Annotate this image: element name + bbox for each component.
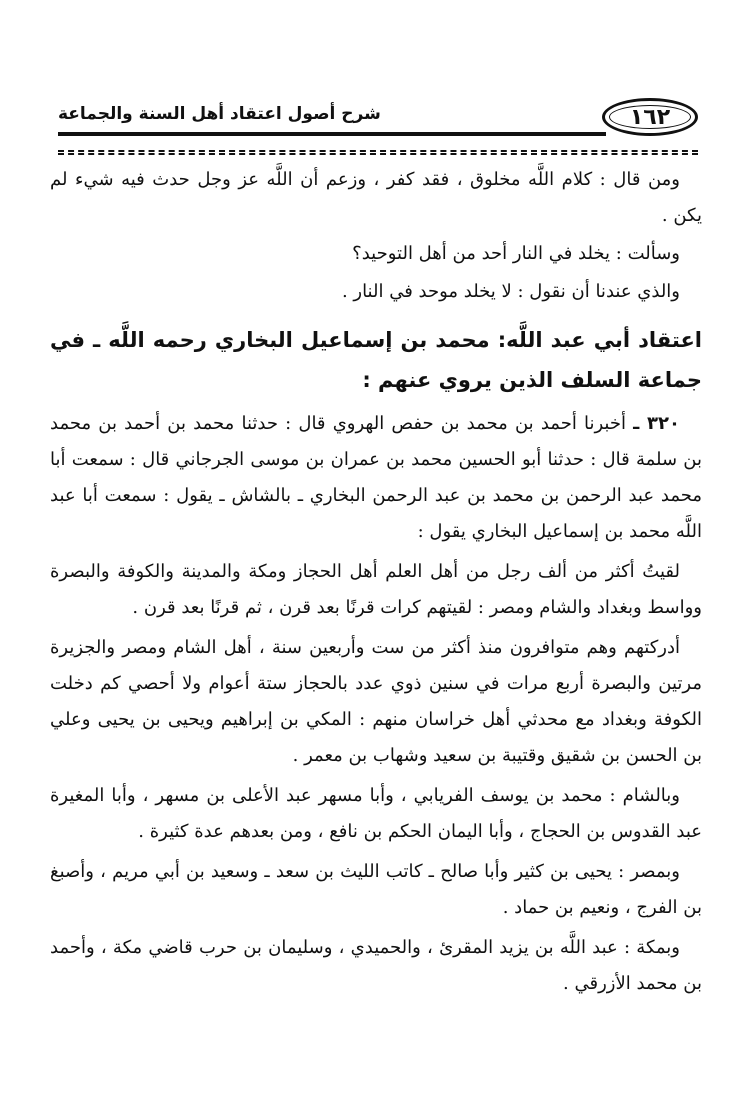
paragraph-number: ٣٢٠ ـ xyxy=(633,413,680,434)
running-title: شرح أصول اعتقاد أهل السنة والجماعة xyxy=(58,104,381,124)
paragraph: وبمصر : يحيى بن كثير وأبا صالح ـ كاتب الليث بن سعد ـ وسعيد بن أبي مريم ، وأصبغ بن الفرج ، ونعيم بن حماد . xyxy=(50,861,702,918)
numbered-paragraph xyxy=(50,406,702,550)
header-rule xyxy=(58,132,606,136)
page-number-badge xyxy=(602,98,698,136)
paragraph: وسألت : يخلد في النار أحد من أهل التوحيد؟ xyxy=(352,243,680,264)
paragraph: والذي عندنا أن نقول : لا يخلد موحد في النار . xyxy=(341,281,680,302)
paragraph: وبمكة : عبد اللَّه بن يزيد المقرئ ، والحميدي ، وسليمان بن حرب قاضي مكة ، وأحمد بن محمد الأزرقي . xyxy=(50,937,702,994)
page-number: ١٦٢ xyxy=(629,104,671,130)
paragraph: أدركتهم وهم متوافرون منذ أكثر من ست وأربعين سنة ، أهل الشام ومصر والجزيرة مرتين والبصرة أربع مرات في سنين ذوي عدد بالحجاز ستة أعوام ولا أحصي كم دخلت الكوفة وبغداد مع محدثي أهل خراسان منهم : المكي بن إبراهيم ويحيى بن يحيى وعلي بن الحسن بن شقيق وقتيبة بن سعيد وشهاب بن معمر . xyxy=(50,637,702,766)
page-body xyxy=(50,162,702,1006)
paragraph: لقيتُ أكثر من ألف رجل من أهل العلم أهل الحجاز ومكة والمدينة والكوفة والبصرة وواسط وبغداد والشام ومصر : لقيتهم كرات قرنًا بعد قرن ، ثم قرنًا بعد قرن . xyxy=(50,561,702,618)
paragraph-text: أخبرنا أحمد بن محمد بن حفص الهروي قال : حدثنا محمد بن أحمد بن محمد بن سلمة قال : حدثنا أبو الحسين محمد بن عمران بن موسى الجرجاني قال : سمعت أبا محمد عبد الرحمن بن محمد بن عبد الرحمن البخاري ـ بالشاش ـ يقول : سمعت أبا عبد اللَّه محمد بن إسماعيل البخاري يقول : xyxy=(50,413,702,542)
header-dashed-divider xyxy=(58,150,698,155)
section-heading: اعتقاد أبي عبد اللَّه: محمد بن إسماعيل البخاري رحمه اللَّه ـ في جماعة السلف الذين يروي عنهم : xyxy=(50,328,702,392)
paragraph: وبالشام : محمد بن يوسف الفريابي ، وأبا مسهر عبد الأعلى بن مسهر ، وأبا المغيرة عبد القدوس بن الحجاج ، وأبا اليمان الحكم بن نافع ، ومن بعدهم عدة كثيرة . xyxy=(50,785,702,842)
page-header xyxy=(58,96,698,142)
paragraph: ومن قال : كلام اللَّه مخلوق ، فقد كفر ، وزعم أن اللَّه عز وجل حدث فيه شيء لم يكن . xyxy=(50,169,702,226)
